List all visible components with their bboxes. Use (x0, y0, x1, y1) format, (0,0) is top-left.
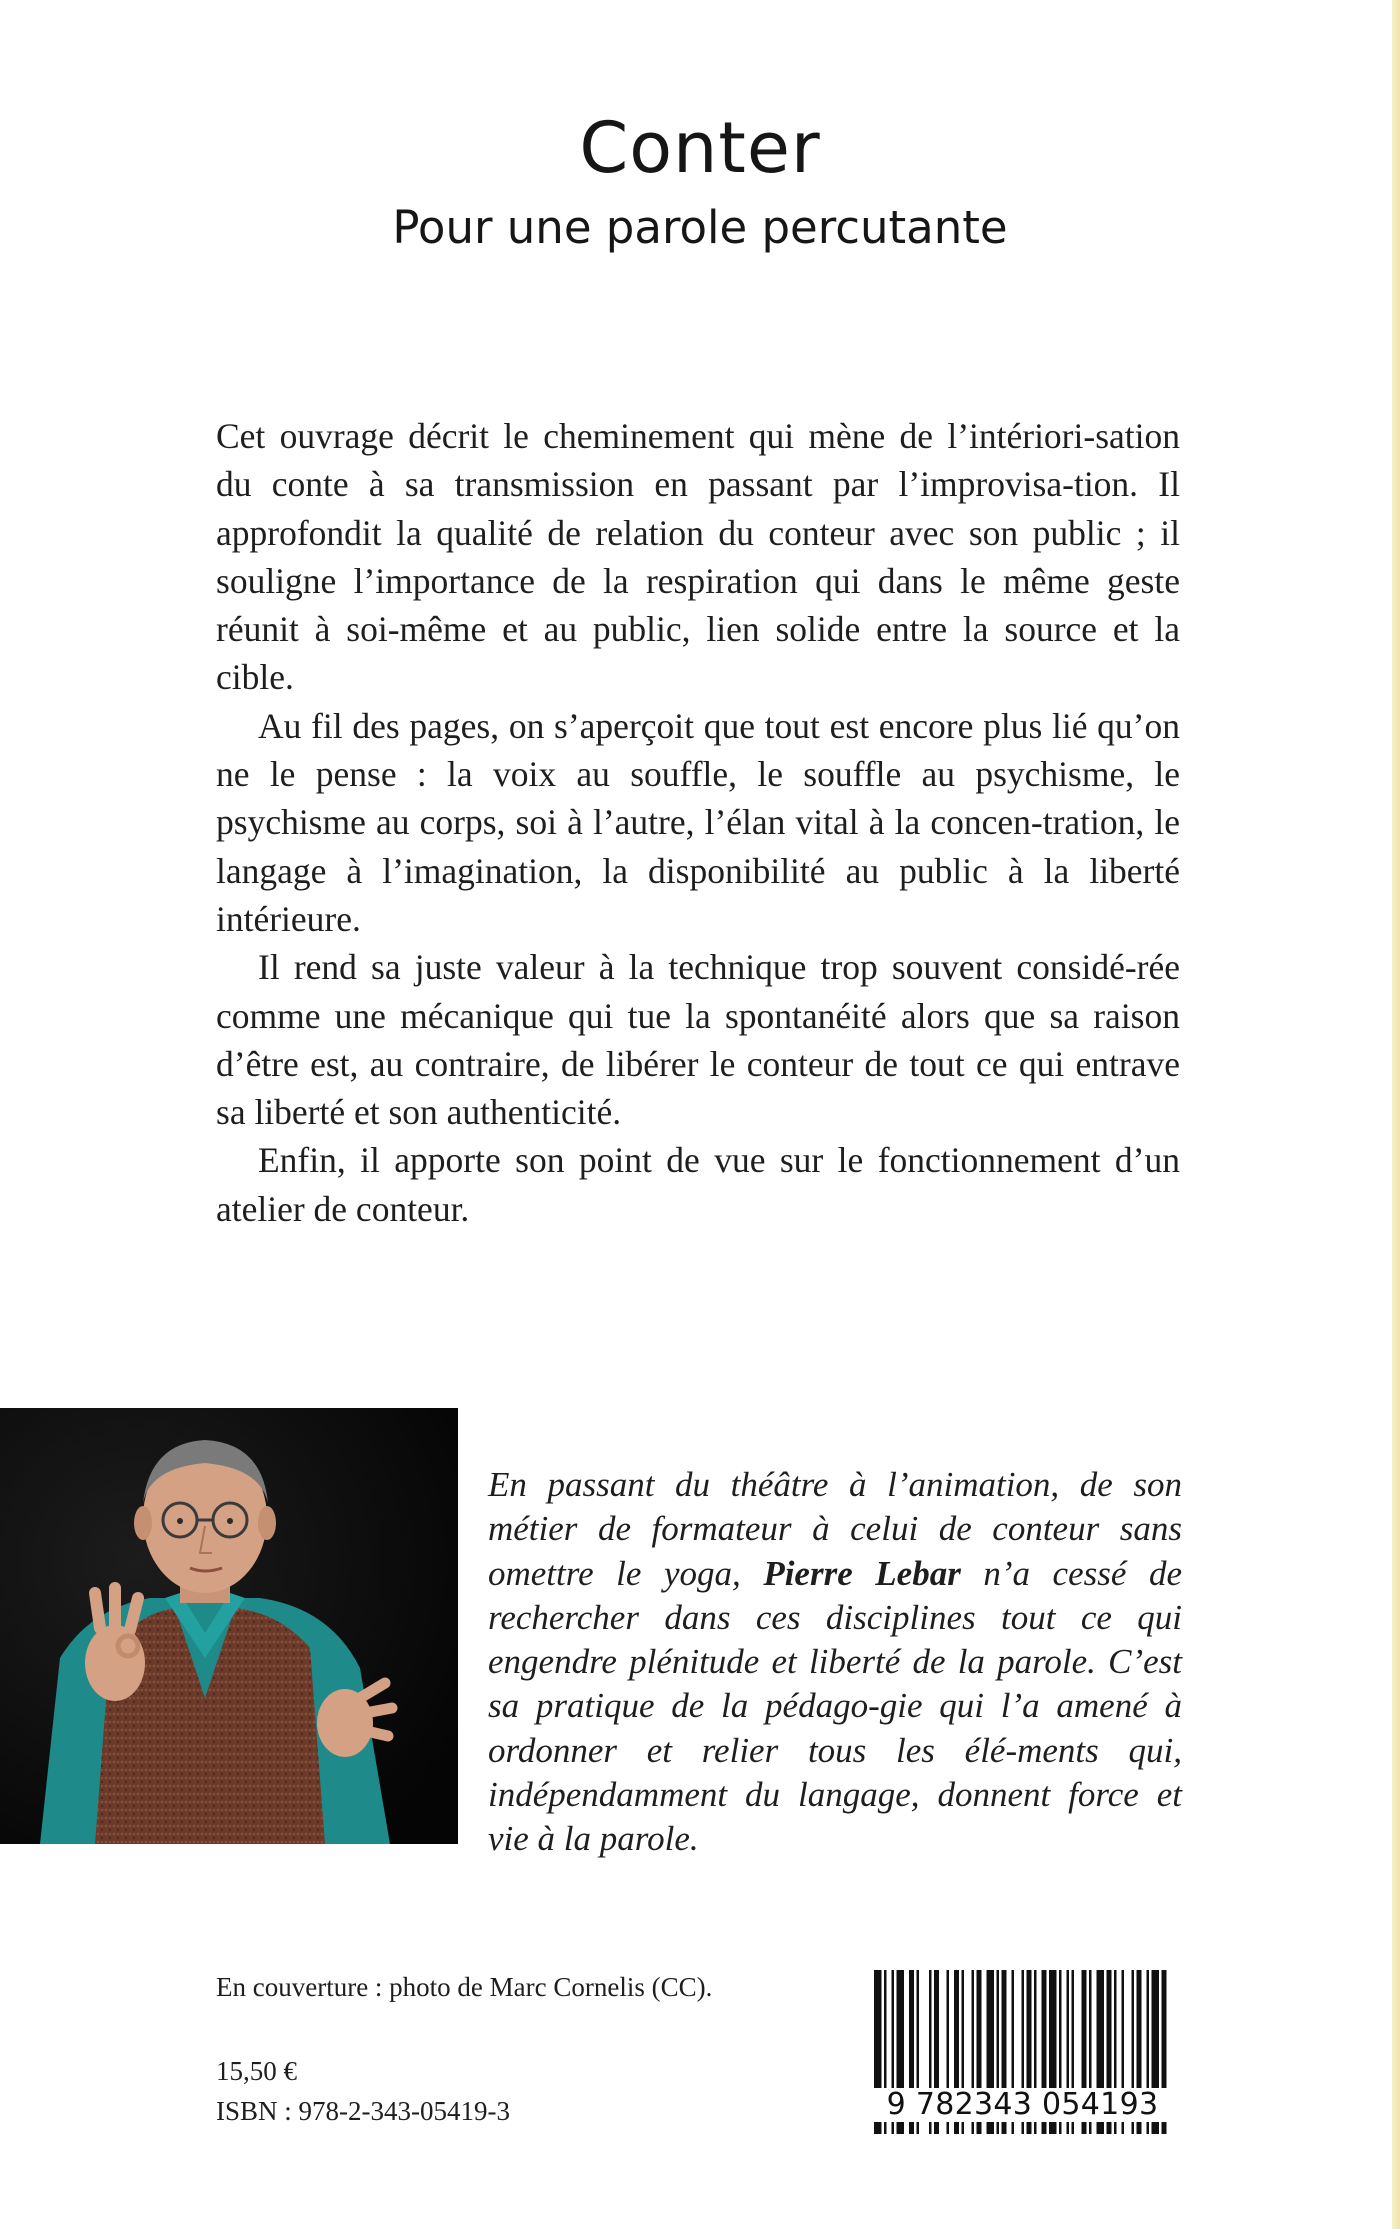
book-title: Conter (579, 107, 821, 189)
barcode-digits: 9 782343 054193 (870, 2088, 1175, 2122)
price: 15,50 € (216, 2056, 297, 2086)
summary-paragraph-2: Au fil des pages, on s’aperçoit que tout est encore plus lié qu’on ne le pense : la voix au souffle, le souffle au psychisme, le psychisme au corps, soi à l’autre, l’élan vital à la concen-tration, le langage à l’imagination, la disponibilité au public à la liberté intérieure. (216, 705, 1180, 939)
author-bio (488, 1463, 1182, 1862)
author-bio-rest: n’a cessé de rechercher dans ces disciplines tout ce qui engendre plénitude et liberté de la parole. C’est sa pratique de la pédago-gie qui l’a amené à ordonner et relier tous les élé-ments qui, indépendamment du langage, donnent force et vie à la parole. (488, 1553, 1182, 1859)
author-bio-intro: En passant du théâtre à l’animation, de son métier de formateur à celui de conteur sans omettre le yoga, (488, 1465, 1182, 1593)
summary-paragraph-1: Cet ouvrage décrit le cheminement qui mène de l’intériori-sation du conte à sa transmission en passant par l’improvisa-tion. Il approfondit la qualité de relation du conteur avec son public ; il souligne l’importance de la respiration qui dans le même geste réunit à soi-même et au public, lien solide entre la source et la cible. (216, 416, 1180, 698)
summary-paragraph-3: Il rend sa juste valeur à la technique trop souvent considé-rée comme une mécanique qui tue la spontanéité alors que sa raison d’être est, au contraire, de libérer le conteur de tout ce qui entrave sa liberté et son authenticité. (216, 947, 1180, 1133)
cover-edge-strip (1392, 0, 1400, 2229)
cover-credit: En couverture : photo de Marc Cornelis (CC). (216, 1972, 713, 2002)
author-photo (0, 1408, 458, 1844)
summary-paragraph-4: Enfin, il apporte son point de vue sur le fonctionnement d’un atelier de conteur. (216, 1140, 1180, 1229)
book-subtitle: Pour une parole percutante (392, 201, 1008, 254)
isbn: ISBN : 978-2-343-05419-3 (216, 2096, 510, 2126)
summary-text (216, 412, 1180, 1233)
author-name: Pierre Lebar (763, 1553, 961, 1593)
author-portrait-illustration (0, 1408, 458, 1844)
